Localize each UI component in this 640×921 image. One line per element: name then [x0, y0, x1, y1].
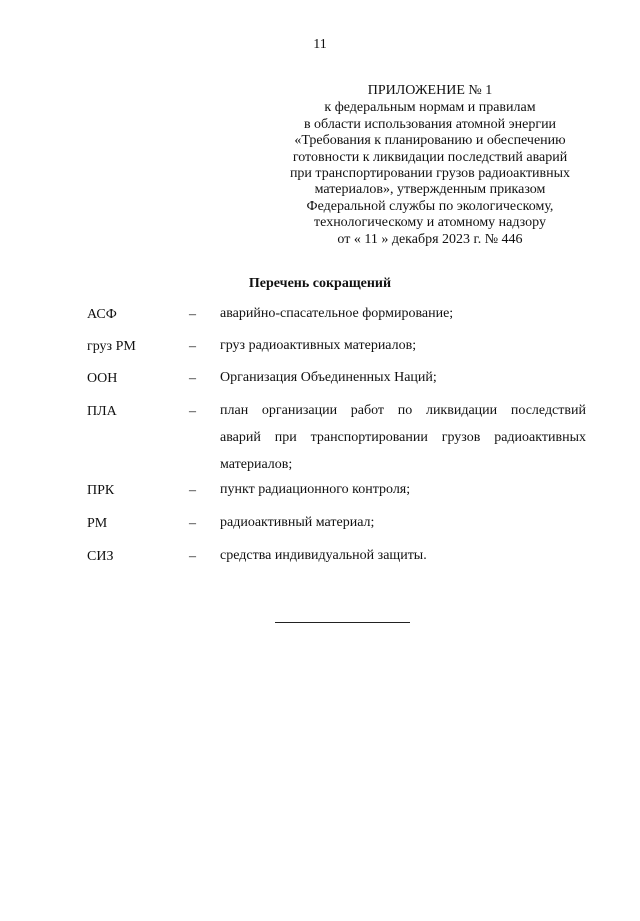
abbreviation-definition — [220, 301, 586, 328]
page-number: 11 — [313, 37, 327, 52]
appendix-line: к федеральным нормам и правилам — [324, 100, 536, 116]
appendix-line: при транспортировании грузов радиоактивных — [289, 166, 571, 182]
appendix-header — [270, 83, 590, 248]
appendix-line: Федеральной службы по экологическому, — [306, 198, 554, 214]
abbreviation-dash: – — [189, 516, 196, 531]
appendix-line: от « 11 » декабря 2023 г. № 446 — [337, 231, 523, 247]
appendix-line: технологическому и атомному надзору — [314, 215, 546, 231]
abbreviation-term: АСФ — [87, 307, 117, 322]
definition-line: пункт радиационного контроля; — [220, 482, 411, 497]
abbreviation-term: ПЛА — [87, 404, 117, 419]
abbreviation-definition — [220, 510, 586, 537]
definition-line: груз радиоактивных материалов; — [220, 338, 417, 353]
abbreviation-term: ООН — [87, 371, 118, 386]
definition-line: аварий при транспортировании грузов радиоактивных — [220, 429, 586, 445]
definition-line: Организация Объединенных Наций; — [220, 370, 437, 385]
abbreviation-dash: – — [189, 549, 196, 564]
abbreviations-title: Перечень сокращений — [248, 276, 392, 291]
closing-rule — [275, 622, 410, 623]
definition-line: средства индивидуальной защиты. — [220, 548, 427, 563]
abbreviation-definition — [220, 477, 586, 504]
definition-line: материалов; — [220, 456, 293, 472]
appendix-title: ПРИЛОЖЕНИЕ № 1 — [367, 83, 493, 98]
abbreviation-term: СИЗ — [87, 549, 114, 564]
abbreviation-term: РМ — [87, 516, 108, 531]
abbreviation-dash: – — [189, 339, 196, 354]
abbreviation-dash: – — [189, 404, 196, 419]
abbreviation-term: ПРК — [87, 483, 115, 498]
appendix-line: материалов», утвержденным приказом — [314, 182, 546, 198]
abbreviation-definition — [220, 333, 586, 360]
abbreviation-definition — [220, 543, 586, 570]
abbreviation-dash: – — [189, 483, 196, 498]
appendix-line: «Требования к планированию и обеспечению — [294, 133, 566, 149]
definition-line: аварийно-спасательное формирование; — [220, 306, 454, 321]
abbreviation-definition — [220, 398, 586, 478]
abbreviation-dash: – — [189, 307, 196, 322]
abbreviation-definition — [220, 365, 586, 392]
abbreviation-dash: – — [189, 371, 196, 386]
appendix-line: в области использования атомной энергии — [303, 116, 557, 132]
appendix-line: готовности к ликвидации последствий аварий — [292, 149, 568, 165]
abbreviation-term: груз РМ — [87, 339, 136, 354]
definition-line: радиоактивный материал; — [220, 515, 375, 530]
definition-line: план организации работ по ликвидации последствий — [220, 403, 586, 418]
